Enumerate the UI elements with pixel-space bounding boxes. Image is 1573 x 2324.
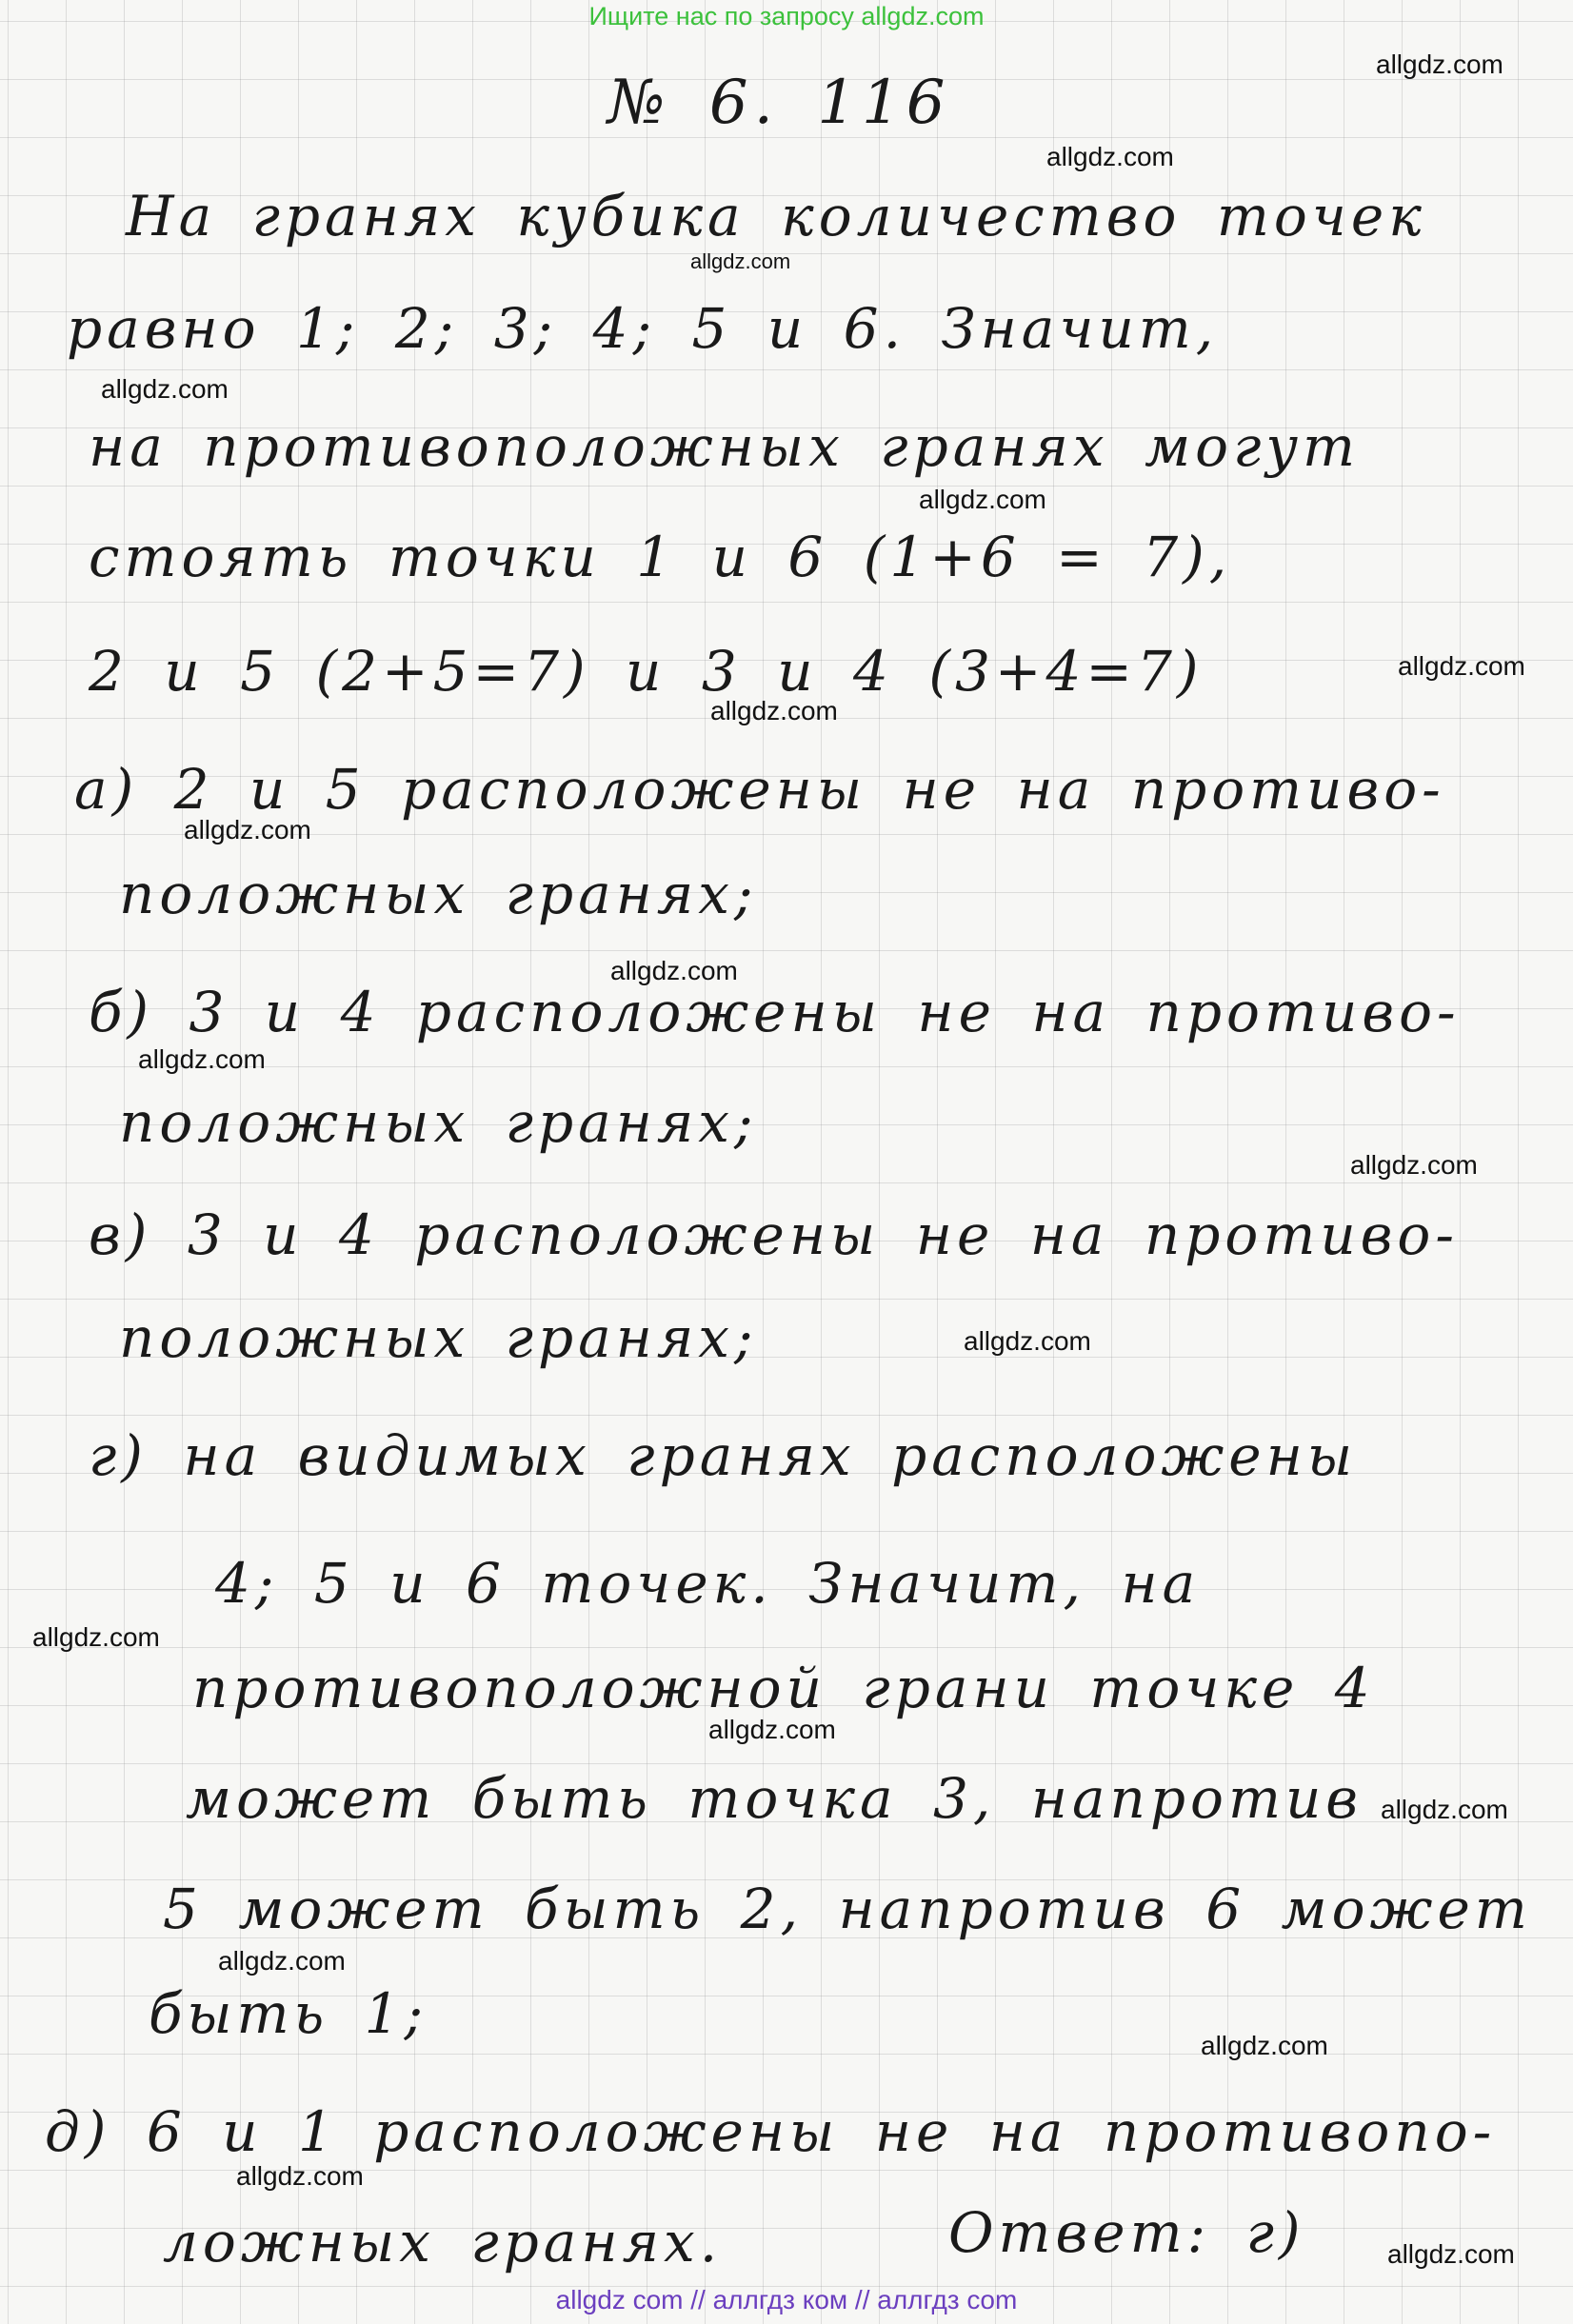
text-line-4: стоять точки 1 и 6 (1+6 = 7), [89,525,1232,589]
item-a-cont: положных гранях; [119,862,758,926]
watermark: allgdz.com [138,1044,266,1074]
item-g-cont-3: может быть точка 3, напротив [186,1766,1364,1831]
watermark: allgdz.com [610,956,738,985]
footer-links[interactable]: allgdz com // аллгдз ком // аллгдз com [555,2285,1018,2314]
watermark: allgdz.com [218,1946,346,1976]
watermark: allgdz.com [919,485,1046,514]
problem-number: № 6. 116 [607,68,951,138]
item-g-cont-4: 5 может быть 2, напротив 6 может [163,1877,1532,1941]
item-v: в) 3 и 4 расположены не на противо- [89,1202,1459,1267]
watermark: allgdz.com [32,1622,160,1652]
watermark: allgdz.com [101,374,229,404]
item-d-cont: ложных гранях. [163,2210,723,2274]
watermark: allgdz.com [1376,50,1503,79]
text-line-5: 2 и 5 (2+5=7) и 3 и 4 (3+4=7) [89,639,1204,704]
watermark: allgdz.com [1381,1795,1508,1824]
watermark: allgdz.com [1350,1150,1478,1180]
text-line-1: На гранях кубика количество точек [126,184,1426,248]
watermark: allgdz.com [710,696,838,725]
text-line-3: на противоположных гранях могут [89,414,1361,479]
item-g: г) на видимых гранях расположены [89,1423,1358,1488]
top-banner[interactable]: Ищите нас по запросу allgdz.com [588,2,985,30]
answer: Ответ: г) [948,2200,1305,2265]
item-g-cont-2: противоположной грани точке 4 [192,1656,1375,1720]
item-a: а) 2 и 5 расположены не на противо- [74,757,1445,822]
watermark: allgdz.com [708,1715,836,1744]
watermark: allgdz.com [1398,651,1525,681]
item-d: д) 6 и 1 расположены не на противопо- [45,2099,1497,2164]
text-line-2: равно 1; 2; 3; 4; 5 и 6. Значит, [67,296,1219,361]
watermark: allgdz.com [1387,2239,1515,2269]
watermark: allgdz.com [964,1326,1091,1356]
watermark: allgdz.com [1201,2031,1328,2060]
watermark: allgdz.com [184,815,311,844]
item-b-cont: положных гранях; [119,1090,758,1155]
item-g-cont-5: быть 1; [149,1981,428,2046]
watermark: allgdz.com [236,2161,364,2191]
item-b: б) 3 и 4 расположены не на противо- [89,980,1461,1044]
item-g-cont-1: 4; 5 и 6 точек. Значит, на [215,1551,1201,1616]
watermark: allgdz.com [1046,142,1174,171]
watermark: allgdz.com [690,249,791,273]
item-v-cont: положных гранях; [119,1305,758,1370]
